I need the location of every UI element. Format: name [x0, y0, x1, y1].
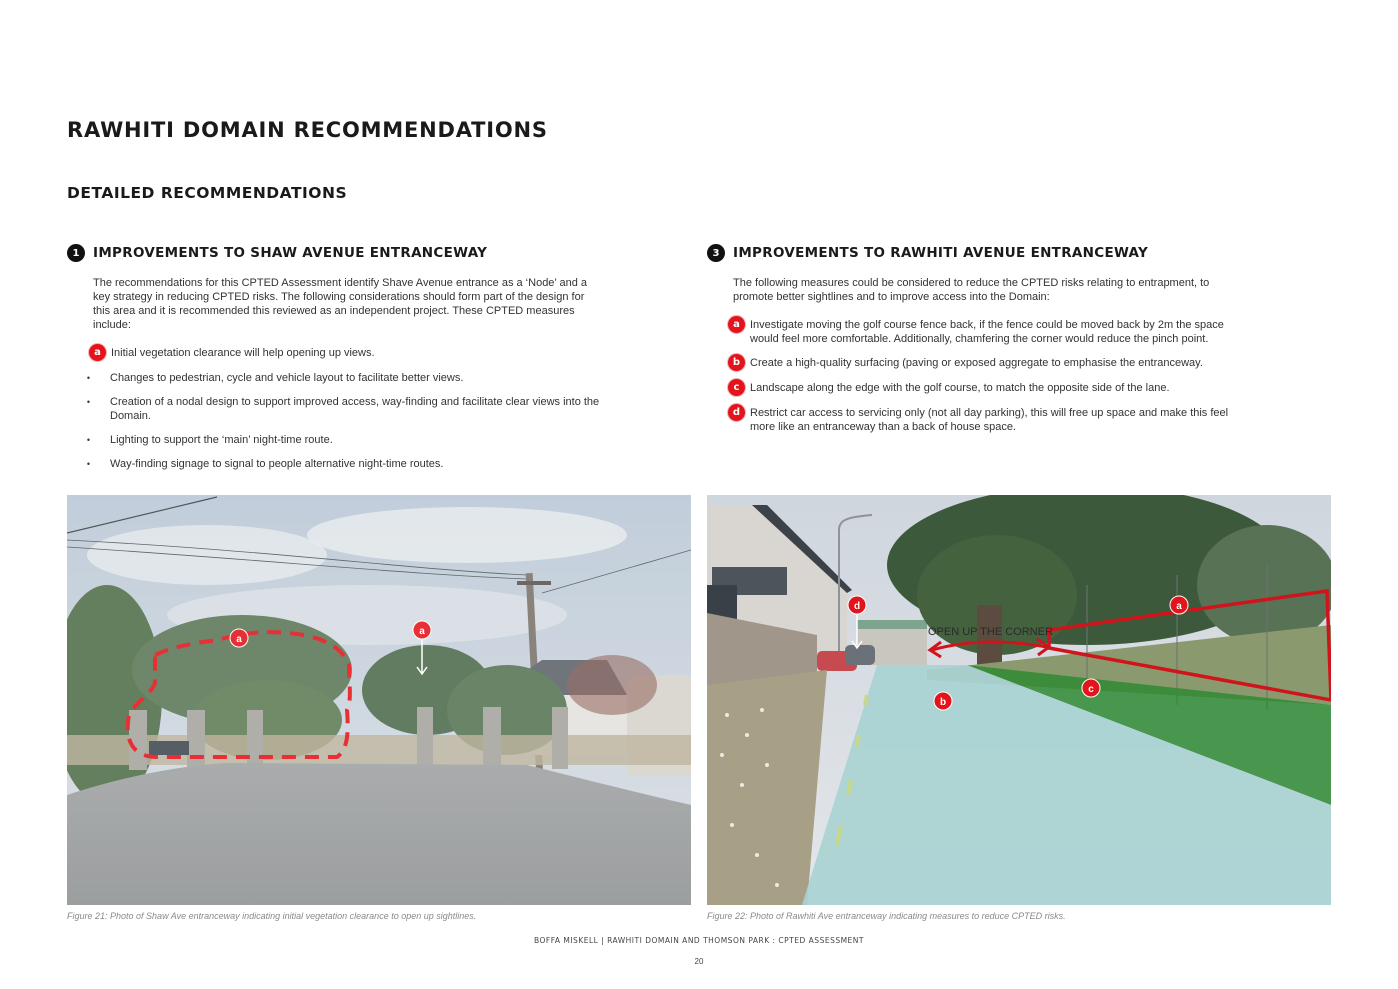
marker-c-icon: c — [728, 379, 745, 396]
svg-text:c: c — [1088, 684, 1094, 695]
list-item-text: Lighting to support the ‘main’ night-time route. — [110, 434, 333, 446]
footer-text: BOFFA MISKELL | RAWHITI DOMAIN AND THOMSON PARK : CPTED ASSESSMENT — [534, 936, 864, 945]
figure-21-caption: Figure 21: Photo of Shaw Ave entranceway indicating initial vegetation clearance to open up sightlines. — [67, 911, 477, 921]
marker-b-icon: b — [728, 354, 745, 371]
bullet-icon: • — [86, 373, 91, 383]
list-item-text: Creation of a nodal design to support improved access, way-finding and facilitate clear views into the Domain. — [110, 396, 600, 422]
svg-text:b: b — [939, 697, 947, 708]
section-rawhiti-avenue — [707, 244, 1267, 444]
marker-a-icon: a — [89, 344, 106, 361]
section-intro: The following measures could be considered to reduce the CPTED risks relating to entrapment, to promote better sightlines and to improve access into the Domain: — [733, 277, 1210, 303]
section-shaw-avenue — [67, 244, 627, 481]
svg-text:a: a — [1176, 601, 1182, 612]
list-item-text: Restrict car access to servicing only (not all day parking), this will free up space and make this feel more like an entranceway than a back of house space. — [750, 407, 1229, 433]
list-item — [67, 371, 627, 385]
list-item-text: Way-finding signage to signal to people alternative night-time routes. — [110, 458, 444, 470]
figure-22-caption: Figure 22: Photo of Rawhiti Ave entranceway indicating measures to reduce CPTED risks. — [707, 911, 1066, 921]
list-item-text: Initial vegetation clearance will help opening up views. — [111, 347, 375, 359]
list-item — [67, 395, 627, 423]
marker-d-icon: d — [728, 404, 745, 421]
recommendation-list — [707, 318, 1267, 434]
section-title: IMPROVEMENTS TO RAWHITI AVENUE ENTRANCEWAY — [733, 245, 1149, 261]
list-item-text: Investigate moving the golf course fence back, if the fence could be moved back by 2m the space would feel more comfortable. Additionally, chamfering the corner would reduce the pinch point. — [750, 319, 1224, 345]
page-title: RAWHITI DOMAIN RECOMMENDATIONS — [67, 118, 548, 142]
bullet-icon: • — [86, 459, 91, 469]
bullet-icon: • — [86, 435, 91, 445]
section-title: IMPROVEMENTS TO SHAW AVENUE ENTRANCEWAY — [93, 245, 488, 261]
open-corner-label: OPEN UP THE CORNER — [928, 626, 1053, 638]
section-intro: The recommendations for this CPTED Assessment identify Shave Avenue entrance as a ‘Node’ and a key strategy in reducing CPTED risks. The following considerations should form part of the design for this area and it is recommended this reviewed as an independent project. These CPTED measures include: — [93, 277, 588, 331]
section-number-badge: 3 — [707, 244, 725, 262]
marker-c-icon — [1082, 679, 1100, 697]
page-number: 20 — [694, 957, 704, 966]
list-item — [728, 318, 1267, 346]
list-item-text: Changes to pedestrian, cycle and vehicle layout to facilitate better views. — [110, 372, 464, 384]
recommendation-list — [67, 346, 627, 471]
page-subtitle: DETAILED RECOMMENDATIONS — [67, 184, 348, 202]
list-item-text: Create a high-quality surfacing (paving or exposed aggregate to emphasise the entranceway. — [750, 357, 1203, 369]
marker-d-icon — [848, 596, 866, 614]
list-item — [728, 356, 1267, 371]
list-item — [728, 381, 1267, 396]
list-item — [67, 433, 627, 447]
svg-text:a: a — [419, 626, 425, 637]
marker-a-icon — [1170, 596, 1188, 614]
marker-b-icon — [934, 692, 952, 710]
svg-text:a: a — [236, 634, 242, 645]
marker-a-icon: a — [728, 316, 745, 333]
bullet-icon: • — [86, 397, 91, 407]
list-item — [89, 346, 627, 361]
figure-22-photo — [707, 495, 1331, 905]
section-number-badge: 1 — [67, 244, 85, 262]
svg-text:d: d — [853, 601, 861, 612]
figure-21-photo — [67, 495, 691, 905]
list-item-text: Landscape along the edge with the golf course, to match the opposite side of the lane. — [750, 382, 1170, 394]
list-item — [728, 406, 1267, 434]
list-item — [67, 457, 627, 471]
